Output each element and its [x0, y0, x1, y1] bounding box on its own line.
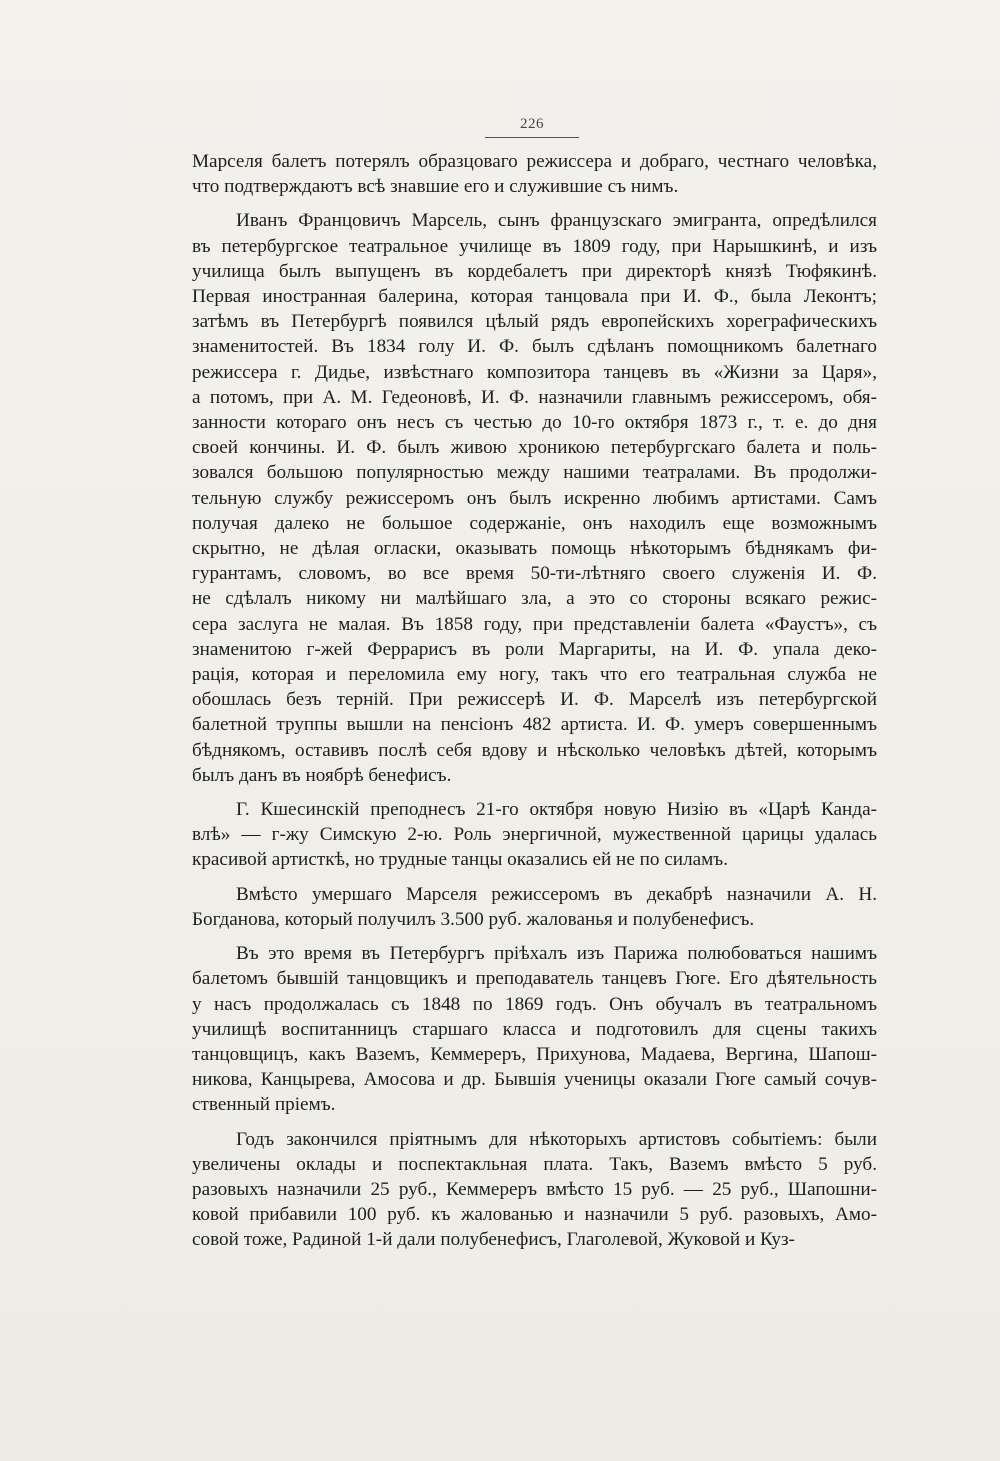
text-line: Богданова, который получилъ 3.500 руб. жалованья и полубенефисъ.	[192, 908, 755, 930]
text-line: Вмѣсто умершаго Марселя режиссеромъ въ декабрѣ назначили А. Н.	[236, 883, 877, 905]
text-line: не сдѣлалъ никому ни малѣйшаго зла, а это со стороны всякаго режис-	[192, 588, 877, 610]
text-line: разовыхъ назначили 25 руб., Кеммереръ вмѣсто 15 руб. — 25 руб., Шапошни-	[192, 1178, 877, 1200]
text-line: училищѣ воспитанницъ старшаго класса и подготовилъ для сцены такихъ	[192, 1018, 877, 1040]
text-line: влѣ» — г-жу Симскую 2-ю. Роль энергичной, мужественной царицы удалась	[192, 824, 877, 846]
text-line: красивой артисткѣ, но трудные танцы оказались ей не по силамъ.	[192, 849, 729, 871]
text-line: Первая иностранная балерина, которая танцовала при И. Ф., была Леконтъ;	[192, 286, 877, 308]
paragraph	[192, 149, 877, 199]
text-line: Годъ закончился пріятнымъ для нѣкоторыхъ артистовъ событіемъ: были	[236, 1128, 877, 1150]
text-line: сера заслуга не малая. Въ 1858 году, при представленіи балета «Фаустъ», съ	[192, 613, 877, 635]
text-line: совой тоже, Радиной 1-й дали полубенефисъ, Глаголевой, Жуковой и Куз-	[192, 1229, 795, 1251]
text-line: никова, Канцырева, Амосова и др. Бывшія ученицы оказали Гюге самый сочув-	[192, 1069, 877, 1091]
text-line: что подтверждаютъ всѣ знавшие его и служившие съ нимъ.	[192, 176, 679, 198]
page-number: 226	[520, 116, 544, 132]
text-line: Иванъ Францовичъ Марсель, сынъ французскаго эмигранта, опредѣлился	[236, 210, 877, 232]
text-line: режиссера г. Дидье, извѣстнаго композитора танцевъ въ «Жизни за Царя»,	[192, 361, 877, 383]
text-line: знаменитостей. Въ 1834 голу И. Ф. былъ сдѣланъ помощникомъ балетнаго	[192, 336, 877, 358]
paragraph	[192, 941, 877, 1117]
text-line: Марселя балетъ потерялъ образцоваго режиссера и добраго, честнаго человѣка,	[192, 151, 877, 172]
text-line: увеличены оклады и поспектакльная плата. Такъ, Ваземъ вмѣсто 5 руб.	[192, 1153, 877, 1175]
paragraph	[192, 882, 877, 932]
paragraph	[192, 1127, 877, 1253]
text-line: знаменитою г-жей Феррарисъ въ роли Маргариты, на И. Ф. упала деко-	[192, 638, 877, 660]
text-line: былъ данъ въ ноябрѣ бенефисъ.	[192, 764, 452, 786]
text-line: затѣмъ въ Петербургѣ появился цѣлый рядъ европейскихъ хореграфическихъ	[192, 311, 877, 333]
text-line: своей кончины. И. Ф. былъ живою хроникою петербургскаго балета и поль-	[192, 437, 877, 459]
text-line: балетной труппы вышли на пенсіонъ 482 артиста. И. Ф. умеръ совершеннымъ	[192, 714, 877, 736]
text-line: скрытно, не дѣлая огласки, оказывать помощь нѣкоторымъ бѣднякамъ фи-	[192, 538, 877, 560]
text-line: училища былъ выпущенъ въ кордебалетъ при директорѣ князѣ Тюфякинѣ.	[192, 260, 877, 282]
paragraph	[192, 797, 877, 873]
text-line: зовался большою популярностью между нашими театралами. Въ продолжи-	[192, 462, 877, 484]
text-line: ственный пріемъ.	[192, 1094, 336, 1116]
header-rule	[485, 137, 579, 138]
text-line: Въ это время въ Петербургъ пріѣхалъ изъ Парижа полюбоваться нашимъ	[236, 943, 877, 965]
text-line: балетомъ бывшій танцовщикъ и преподаватель танцевъ Гюге. Его дѣятельность	[192, 968, 877, 990]
page-body	[192, 149, 877, 1253]
text-line: получая далеко не большое содержаніе, онъ находилъ еще возможнымъ	[192, 512, 877, 534]
text-line: у насъ продолжалась съ 1848 по 1869 годъ. Онъ обучалъ въ театральномъ	[192, 993, 877, 1015]
text-line: тельную службу режиссеромъ онъ былъ искренно любимъ артистами. Самъ	[192, 487, 877, 509]
text-line: а потомъ, при А. М. Гедеоновѣ, И. Ф. назначили главнымъ режиссеромъ, обя-	[192, 386, 877, 408]
text-line: гурантамъ, словомъ, во все время 50-ти-лѣтняго своего служенія И. Ф.	[192, 563, 877, 585]
text-line: занности котораго онъ несъ съ честью до 10-го октября 1873 г., т. е. до дня	[192, 412, 877, 434]
text-line: ковой прибавили 100 руб. къ жалованью и назначили 5 руб. разовыхъ, Амо-	[192, 1204, 877, 1226]
text-line: въ петербургское театральное училище въ 1809 году, при Нарышкинѣ, и изъ	[192, 235, 877, 257]
text-line: обошлась безъ терній. При режиссерѣ И. Ф. Марселѣ изъ петербургской	[192, 689, 877, 711]
text-line: танцовщицъ, какъ Ваземъ, Кеммереръ, Прихунова, Мадаева, Вергина, Шапош-	[192, 1043, 877, 1065]
text-line: Г. Кшесинскій преподнесъ 21-го октября новую Низію въ «Царѣ Канда-	[236, 799, 877, 821]
paragraph	[192, 208, 877, 788]
text-line: рація, которая и переломила ему ногу, такъ что его театральная служба не	[192, 664, 877, 686]
text-line: бѣднякомъ, оставивъ послѣ себя вдову и нѣсколько человѣкъ дѣтей, которымъ	[192, 739, 877, 761]
